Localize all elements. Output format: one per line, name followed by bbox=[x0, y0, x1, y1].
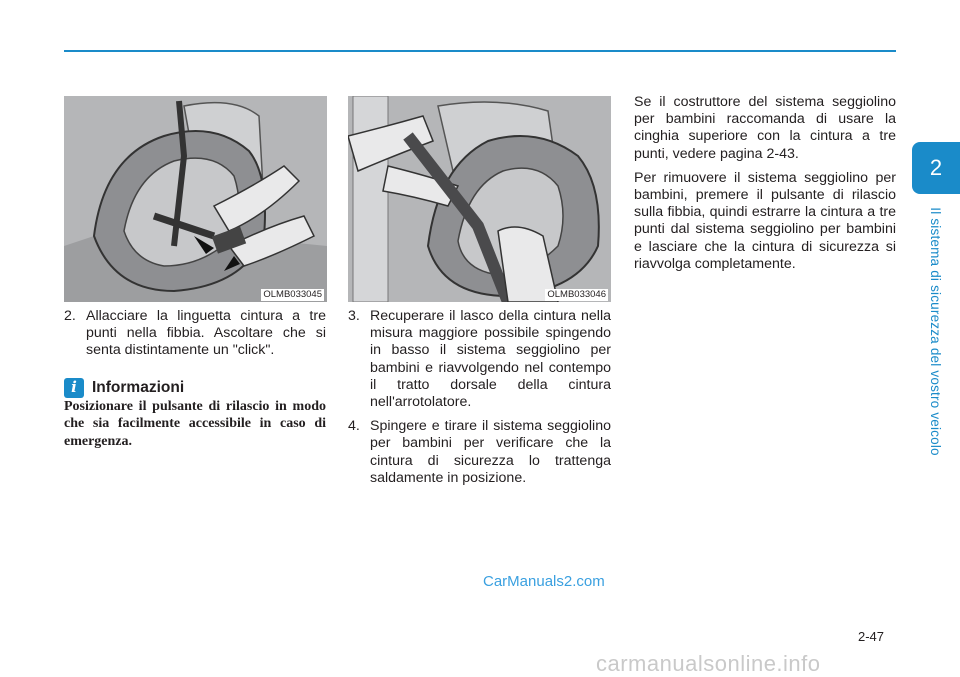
step-3 bbox=[348, 308, 611, 411]
info-title: Informazioni bbox=[92, 379, 185, 396]
child-seat-illustration-1 bbox=[64, 96, 327, 302]
info-header bbox=[64, 378, 326, 398]
chapter-tab[interactable] bbox=[912, 142, 960, 194]
figure-belt-tightening bbox=[348, 96, 611, 302]
paragraph: Per rimuovere il sistema seggiolino per bambini, premere il pulsante di rilascio sulla fibbia, quindi estrarre la cintura a tre punti dal sistema seggiolino per bambini e lasciare che la cintura di sicurezza si riavvolga completamente. bbox=[634, 169, 896, 272]
header-rule bbox=[64, 50, 896, 52]
figure-code: OLMB033045 bbox=[263, 289, 322, 300]
figure-code: OLMB033046 bbox=[547, 289, 606, 300]
info-icon: i bbox=[64, 378, 84, 398]
step-4 bbox=[348, 418, 611, 487]
page-number: 2-47 bbox=[858, 629, 885, 644]
chapter-side-title bbox=[923, 196, 947, 466]
chapter-title-text: Il sistema di sicurezza del vostro veicolo bbox=[927, 206, 943, 456]
child-seat-illustration-2 bbox=[348, 96, 611, 302]
step-text: Spingere e tirare il sistema seggiolino per bambini per verificare che la cintura di sicurezza lo trattenga saldamente in posizione. bbox=[370, 418, 611, 486]
step-number: 2. bbox=[64, 308, 76, 324]
watermark-link[interactable]: CarManuals2.com bbox=[483, 573, 605, 590]
info-body: Posizionare il pulsante di rilascio in modo che sia facilmente accessibile in caso di emergenza. bbox=[64, 398, 326, 449]
figure-buckle-fastening bbox=[64, 96, 327, 302]
footer-watermark: carmanualsonline.info bbox=[596, 651, 821, 676]
left-column bbox=[64, 308, 326, 450]
paragraph: Se il costruttore del sistema seggiolino per bambini raccomanda di usare la cinghia superiore con la cintura a tre punti, vedere pagina 2-43. bbox=[634, 94, 896, 162]
step-text: Recuperare il lasco della cintura nella misura maggiore possibile spingendo in basso il sistema seggiolino per bambini e riavvolgendo nel contempo il tratto dorsale della cintura nell'arrotolatore. bbox=[370, 308, 611, 411]
right-column bbox=[634, 94, 896, 273]
step-number: 3. bbox=[348, 308, 360, 324]
step-number: 4. bbox=[348, 418, 360, 435]
chapter-number: 2 bbox=[929, 155, 943, 180]
middle-column bbox=[348, 308, 611, 487]
step-2 bbox=[64, 308, 326, 360]
step-text: Allacciare la linguetta cintura a tre punti nella fibbia. Ascoltare che si senta distintamente un "click". bbox=[86, 308, 326, 359]
